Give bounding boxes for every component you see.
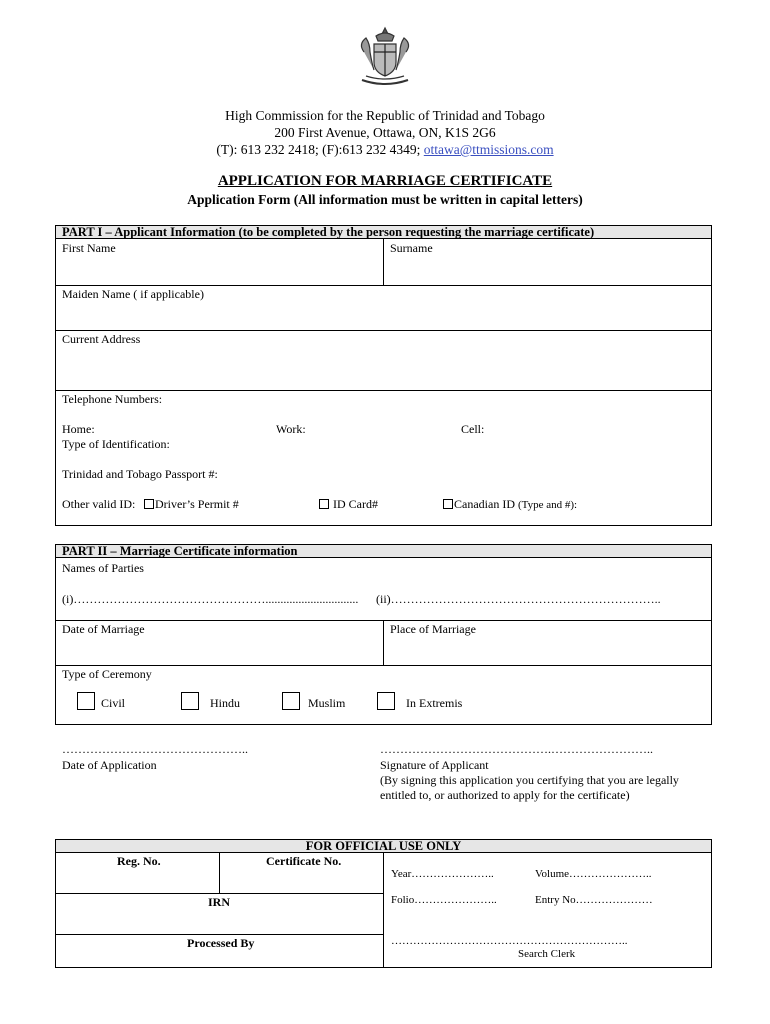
form-subtitle: Application Form (All information must be written in capital letters) — [187, 192, 583, 207]
other-id-label: Other valid ID: — [62, 497, 136, 511]
party-i-line[interactable]: (i)…………………………………………............................... — [62, 592, 359, 606]
coat-of-arms-emblem — [350, 22, 420, 92]
hindu-label: Hindu — [210, 696, 240, 710]
drivers-permit-label: Driver’s Permit # — [155, 497, 239, 511]
maiden-name-label: Maiden Name ( if applicable) — [62, 287, 204, 301]
place-of-marriage-label: Place of Marriage — [390, 622, 476, 636]
header-line-1: High Commission for the Republic of Trinidad and Tobago — [225, 108, 545, 123]
canadian-id-checkbox[interactable] — [443, 499, 453, 509]
search-clerk-label: Search Clerk — [518, 948, 576, 960]
cell-phone-label: Cell: — [461, 422, 485, 436]
search-clerk-line: ……………………………………………………….. — [391, 935, 628, 947]
part1-heading: PART I – Applicant Information (to be completed by the person requesting the marriage certificate) — [56, 226, 711, 239]
certificate-no-label: Certificate No. — [266, 854, 342, 868]
canadian-id-label: Canadian ID — [454, 497, 515, 511]
id-card-option[interactable] — [319, 497, 378, 512]
form-title: APPLICATION FOR MARRIAGE CERTIFICATE — [217, 173, 553, 189]
hindu-checkbox[interactable] — [181, 692, 199, 710]
date-of-marriage-label: Date of Marriage — [62, 622, 145, 636]
civil-checkbox[interactable] — [77, 692, 95, 710]
irn-label: IRN — [208, 895, 231, 909]
part2-heading: PART II – Marriage Certificate information — [56, 545, 711, 558]
folio-field: Folio………………….. — [391, 894, 497, 906]
email-link[interactable]: ottawa@ttmissions.com — [423, 142, 554, 157]
reg-no-label: Reg. No. — [117, 854, 161, 868]
id-type-label: Type of Identification: — [62, 437, 170, 451]
signature-label: Signature of Applicant — [380, 758, 489, 772]
volume-field: Volume………………….. — [535, 868, 652, 880]
muslim-label: Muslim — [308, 696, 346, 710]
canadian-id-option[interactable] — [443, 497, 577, 512]
telephone-label: Telephone Numbers: — [62, 392, 163, 406]
current-address-label: Current Address — [62, 332, 141, 346]
names-of-parties-label: Names of Parties — [62, 561, 144, 575]
header-phone-fax: (T): 613 232 2418; (F):613 232 4349; — [216, 142, 421, 157]
surname-label: Surname — [390, 241, 433, 255]
id-card-label: ID Card# — [333, 497, 378, 511]
processed-by-label: Processed By — [187, 936, 255, 950]
drivers-permit-checkbox[interactable] — [144, 499, 154, 509]
signature-note-2: entitled to, or authorized to apply for the certificate) — [380, 788, 630, 802]
type-of-ceremony-label: Type of Ceremony — [62, 667, 152, 681]
signature-line[interactable]: …………………………………….…………………….. — [380, 742, 653, 756]
header-line-3 — [0, 141, 770, 158]
first-name-label: First Name — [62, 241, 116, 255]
entry-no-field: Entry No………………… — [535, 894, 653, 906]
civil-label: Civil — [101, 696, 126, 710]
official-use-heading: FOR OFFICIAL USE ONLY — [56, 840, 711, 853]
canadian-id-note: (Type and #): — [517, 499, 578, 511]
home-phone-label: Home: — [62, 422, 95, 436]
drivers-permit-option[interactable] — [144, 497, 239, 512]
date-of-application-line[interactable]: ……………………………………….. — [62, 742, 248, 756]
party-ii-line[interactable]: (ii)………………………………………………………….. — [376, 592, 661, 606]
year-field: Year………………….. — [391, 868, 494, 880]
in-extremis-checkbox[interactable] — [377, 692, 395, 710]
date-of-application-label: Date of Application — [62, 758, 157, 772]
passport-label: Trinidad and Tobago Passport #: — [62, 467, 218, 481]
muslim-checkbox[interactable] — [282, 692, 300, 710]
signature-note-1: (By signing this application you certifying that you are legally — [380, 773, 679, 787]
id-card-checkbox[interactable] — [319, 499, 329, 509]
header-line-2: 200 First Avenue, Ottawa, ON, K1S 2G6 — [274, 125, 496, 140]
work-phone-label: Work: — [276, 422, 306, 436]
in-extremis-label: In Extremis — [406, 696, 463, 710]
